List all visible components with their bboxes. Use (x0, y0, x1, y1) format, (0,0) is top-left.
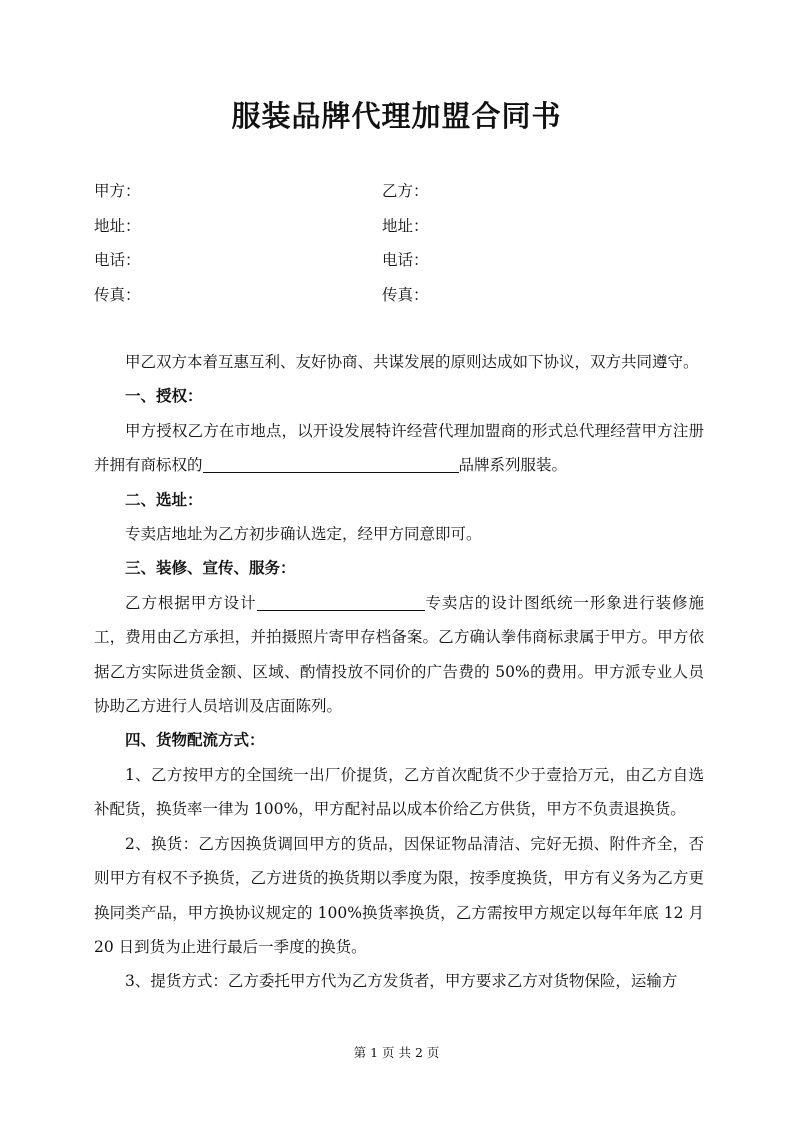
brand-name-blank (203, 455, 459, 473)
section-3-text-after: 专卖店的设计图纸统一形象进行装修施工，费用由乙方承担，并拍摄照片寄甲存档备案。乙方确认拳伟商标隶属于甲方。甲方依据乙方实际进货金额、区域、酌情投放不同价的广告费的 50%的费用。甲方派专业人员协助乙方进行人员培训及店面陈列。 (94, 593, 704, 716)
section-4-heading: 四、货物配流方式： (125, 730, 265, 750)
party-b-phone: 电话： (382, 251, 429, 269)
section-3-heading: 三、装修、宣传、服务： (125, 558, 296, 578)
party-b-address: 地址： (382, 217, 429, 235)
party-a-label: 甲方： (94, 182, 141, 200)
section-4-item-3: 3、提货方式：乙方委托甲方代为乙方发货者，甲方要求乙方对货物保险，运输方 (125, 972, 678, 991)
section-1-text-after: 品牌系列服装。 (458, 456, 568, 475)
party-a-address: 地址： (94, 217, 141, 235)
section-2-heading: 二、选址： (125, 489, 203, 509)
section-1-text-before: 甲方授权乙方在市地点，以开设发展特许经营代理加盟商的形式总代理经营甲方注册并拥有商标权的 (94, 421, 704, 475)
contract-body (94, 345, 704, 999)
section-4-item-1: 1、乙方按甲方的全国统一出厂价提货，乙方首次配货不少于壹拾万元，由乙方自选补配货，换货率一律为 100%，甲方配衬品以成本价给乙方供货，甲方不负责退换货。 (94, 765, 704, 819)
section-1-heading: 一、授权： (125, 386, 203, 406)
page-footer: 第 1 页 共 2 页 (353, 1045, 440, 1060)
section-4-item-2: 2、换货：乙方因换货调回甲方的货品，因保证物品清洁、完好无损、附件齐全，否则甲方有权不予换货，乙方进货的换货期以季度为限，按季度换货，甲方有义务为乙方更换同类产品，甲方换协议规定的 100%换货率换货，乙方需按甲方规定以每年年底 12 月 20 日到货为止进行最后一季度的换货。 (94, 834, 704, 956)
design-blank (257, 593, 425, 611)
party-a-fax: 传真： (94, 286, 141, 304)
document-title: 服装品牌代理加盟合同书 (231, 99, 562, 133)
section-2-paragraph: 专卖店地址为乙方初步确认选定，经甲方同意即可。 (125, 525, 482, 544)
section-3-text-before: 乙方根据甲方设计 (125, 593, 257, 612)
intro-paragraph: 甲乙双方本着互惠互利、友好协商、共谋发展的原则达成如下协议，双方共同遵守。 (125, 353, 699, 371)
party-a-phone: 电话： (94, 251, 141, 269)
section-3-paragraph (94, 586, 704, 724)
party-b-label: 乙方： (382, 182, 429, 200)
party-b-fax: 传真： (382, 286, 429, 304)
section-1-paragraph (94, 414, 704, 483)
